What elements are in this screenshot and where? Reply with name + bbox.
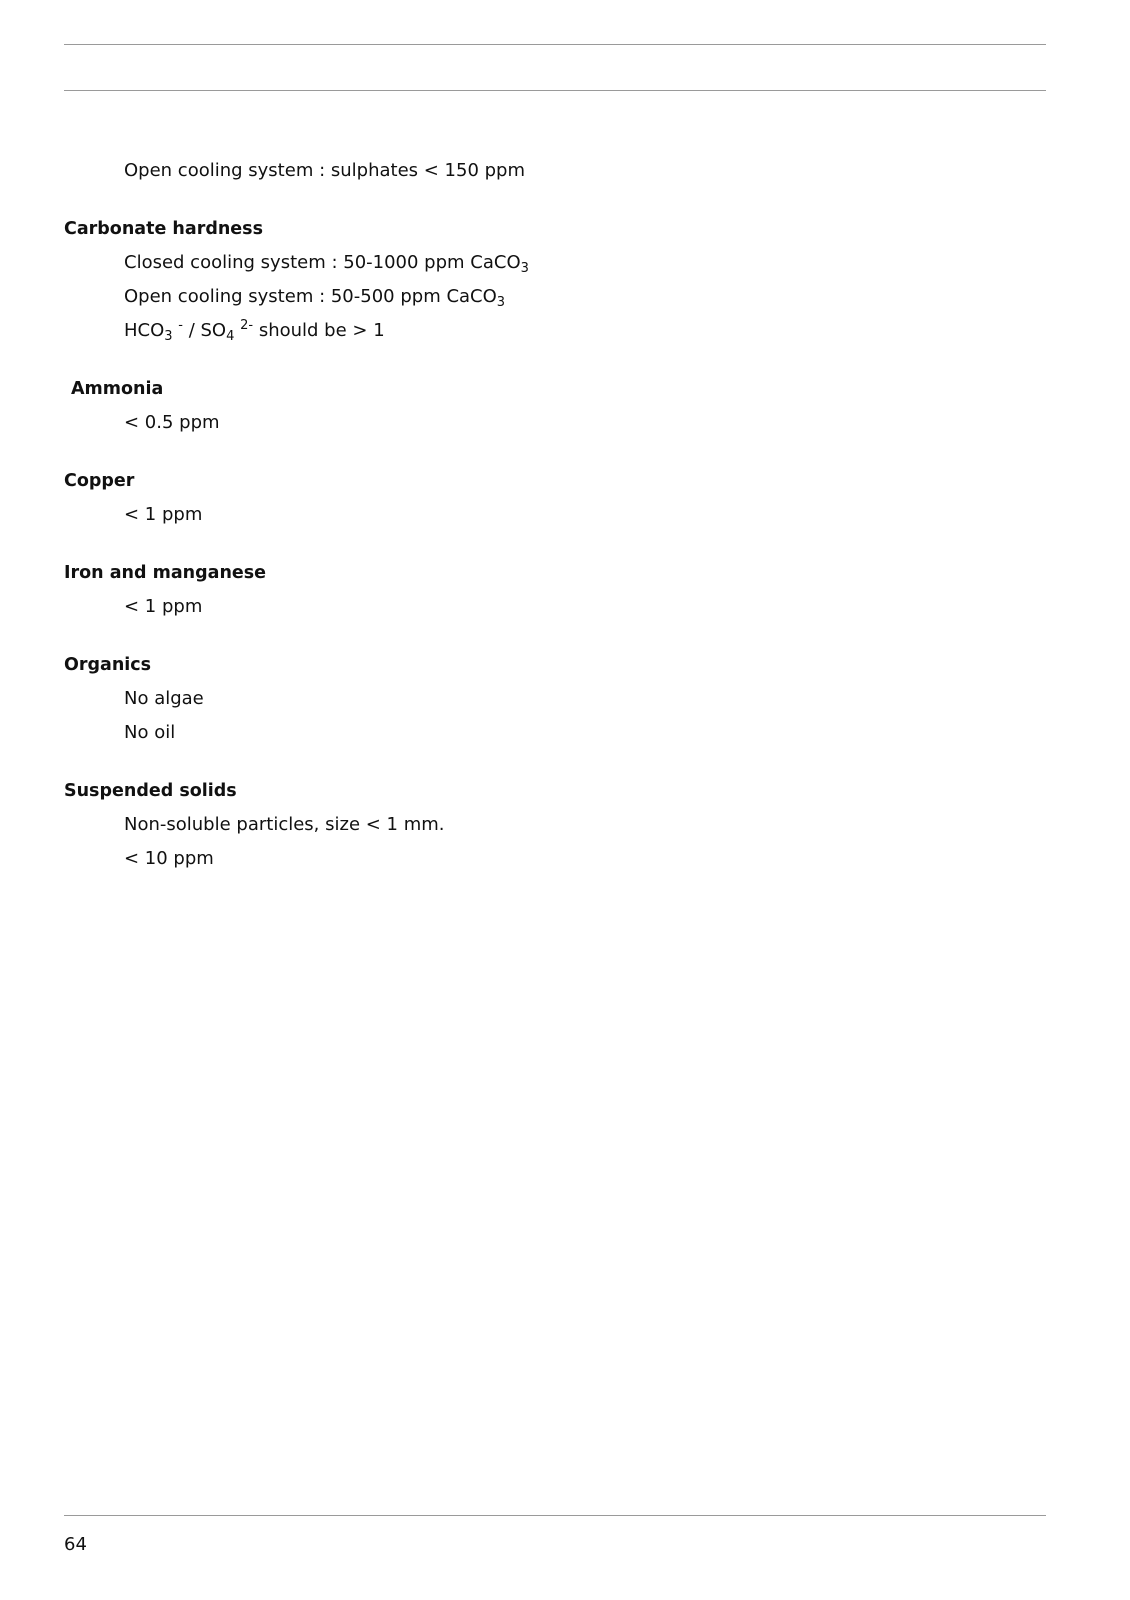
organics-item-algae: No algae (124, 688, 204, 709)
header-rule-top (64, 44, 1046, 45)
iron-manganese-heading: Iron and manganese (64, 563, 267, 583)
page-number: 64 (64, 1534, 87, 1555)
carbonate-hardness-heading: Carbonate hardness (64, 219, 264, 239)
copper-heading: Copper (64, 471, 135, 491)
suspended-item-ppm: < 10 ppm (124, 848, 214, 869)
iron-manganese-value: < 1 ppm (124, 596, 203, 617)
open-system-text: Open cooling system : 50-500 ppm CaCO (124, 286, 497, 307)
ratio-rest: should be > 1 (253, 320, 385, 341)
header-rule-bottom (64, 90, 1046, 91)
ratio-hco-superscript: - (178, 318, 183, 333)
ratio-hco: HCO (124, 320, 165, 341)
ratio-line (124, 314, 1046, 348)
suspended-item-particles: Non-soluble particles, size < 1 mm. (124, 814, 445, 835)
footer-rule (64, 1515, 1046, 1516)
copper-value: < 1 ppm (124, 504, 203, 525)
ratio-so: / SO (183, 320, 227, 341)
ammonia-heading: Ammonia (71, 379, 164, 399)
ammonia-value: < 0.5 ppm (124, 412, 220, 433)
closed-system-subscript: 3 (520, 261, 529, 276)
closed-system-text: Closed cooling system : 50-1000 ppm CaCO (124, 252, 521, 273)
ratio-so-superscript: 2- (240, 318, 254, 333)
ratio-so-subscript: 4 (226, 329, 235, 344)
organics-item-oil: No oil (124, 722, 176, 743)
suspended-solids-heading: Suspended solids (64, 781, 237, 801)
organics-heading: Organics (64, 655, 152, 675)
document-body (64, 154, 1046, 876)
open-system-subscript: 3 (496, 295, 506, 310)
ratio-hco-subscript: 3 (164, 329, 173, 344)
sulphates-line: Open cooling system : sulphates < 150 ppm (124, 160, 526, 181)
closed-system-line (124, 246, 1046, 280)
open-system-line (124, 280, 1046, 314)
